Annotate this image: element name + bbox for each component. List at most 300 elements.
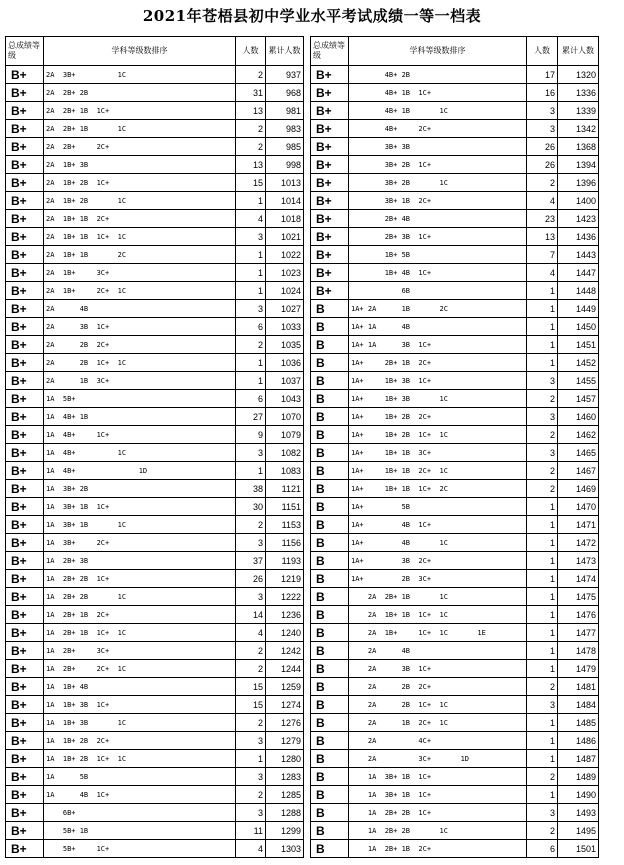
grade-cell: B+ [311,156,349,174]
sequence-cell: 2B+ 4B [349,210,527,228]
sequence-cell: 1A 1B+ 2B 2C+ [44,732,236,750]
sequence-cell: 1A 1B+ 3B 1C [44,714,236,732]
grade-cell: B+ [311,66,349,84]
grade-cell: B+ [6,354,44,372]
table-row [6,318,304,336]
sequence-cell: 1A+ 2B+ 1B 2C+ [349,354,527,372]
table-row [6,642,304,660]
sequence-cell: 1A 2B+ 2C+ 1C [44,660,236,678]
sequence-cell: 5B+ 1B [44,822,236,840]
count-cell: 23 [527,210,558,228]
sequence-cell: 2A 2B+ 1B 1C [44,120,236,138]
sequence-cell: 1A 3B+ 2C+ [44,534,236,552]
cumulative-cell: 1236 [266,606,304,624]
sequence-cell: 2A 2B 1C+ 1C [44,354,236,372]
grade-cell: B [311,840,349,858]
cumulative-cell: 1244 [266,660,304,678]
table-row [311,120,599,138]
count-cell: 3 [236,534,266,552]
table-row [311,570,599,588]
count-cell: 26 [236,570,266,588]
sequence-cell: 1A 2B+ 2B 1C [44,588,236,606]
cumulative-cell: 1276 [266,714,304,732]
cumulative-cell: 1240 [266,624,304,642]
cumulative-cell: 1489 [558,768,599,786]
sequence-cell: 1A+ 2A 1B 2C [349,300,527,318]
cumulative-cell: 1285 [266,786,304,804]
cumulative-cell: 1024 [266,282,304,300]
cumulative-cell: 1036 [266,354,304,372]
sequence-cell: 2A 2B 1C+ 1C [349,696,527,714]
cumulative-cell: 1478 [558,642,599,660]
count-cell: 1 [527,732,558,750]
cumulative-cell: 1462 [558,426,599,444]
table-row [311,642,599,660]
sequence-cell: 1A+ 1B+ 1B 2C+ 1C [349,462,527,480]
grade-cell: B [311,768,349,786]
grade-cell: B [311,804,349,822]
grade-cell: B+ [6,516,44,534]
cumulative-cell: 1283 [266,768,304,786]
grade-cell: B+ [6,750,44,768]
table-row [311,678,599,696]
table-row [311,318,599,336]
grade-cell: B [311,732,349,750]
results-table-right [310,36,599,858]
grade-cell: B+ [6,120,44,138]
table-row [6,228,304,246]
count-cell: 1 [527,588,558,606]
table-row [6,336,304,354]
grade-cell: B+ [6,714,44,732]
grade-cell: B+ [6,732,44,750]
grade-cell: B+ [6,804,44,822]
sequence-cell: 1B+ 5B [349,246,527,264]
sequence-cell: 2A 1B+ 1B 1C+ 1C [349,606,527,624]
cumulative-cell: 1022 [266,246,304,264]
count-cell: 37 [236,552,266,570]
grade-cell: B [311,300,349,318]
count-cell: 16 [527,84,558,102]
table-row [6,696,304,714]
sequence-cell: 1A+ 4B 1C [349,534,527,552]
table-row [6,138,304,156]
sequence-cell: 3B+ 1B 2C+ [349,192,527,210]
table-row [311,372,599,390]
sequence-cell: 2A 1B+ 1B 2C+ [44,210,236,228]
table-row [6,552,304,570]
cumulative-cell: 1487 [558,750,599,768]
count-cell: 2 [527,822,558,840]
cumulative-cell: 1493 [558,804,599,822]
sequence-cell: 2A 1B+ 2B 1C [44,192,236,210]
table-row [311,210,599,228]
grade-cell: B+ [6,696,44,714]
sequence-cell: 1A 1B+ 4B [44,678,236,696]
grade-cell: B+ [311,174,349,192]
cumulative-cell: 1014 [266,192,304,210]
cumulative-cell: 1477 [558,624,599,642]
count-cell: 2 [527,678,558,696]
table-row [6,660,304,678]
sequence-cell: 1A+ 2B 3C+ [349,570,527,588]
cumulative-cell: 1018 [266,210,304,228]
table-row [311,300,599,318]
grade-cell: B+ [311,246,349,264]
table-row [311,102,599,120]
cumulative-cell: 1452 [558,354,599,372]
grade-cell: B+ [311,228,349,246]
count-cell: 1 [236,264,266,282]
sequence-cell: 2B+ 3B 1C+ [349,228,527,246]
cumulative-cell: 1219 [266,570,304,588]
sequence-cell: 1A 2B+ 1B 1C+ 1C [44,624,236,642]
grade-cell: B [311,390,349,408]
table-row [311,444,599,462]
count-cell: 1 [527,516,558,534]
cumulative-cell: 1394 [558,156,599,174]
table-row [6,210,304,228]
results-table-left [5,36,304,858]
table-row [311,390,599,408]
table-row [311,138,599,156]
cumulative-cell: 1013 [266,174,304,192]
table-row [6,822,304,840]
table-row [6,516,304,534]
header-count: 人数 [527,37,558,66]
table-row [311,156,599,174]
count-cell: 1 [236,282,266,300]
count-cell: 31 [236,84,266,102]
sequence-cell: 1A 5B [44,768,236,786]
cumulative-cell: 1473 [558,552,599,570]
sequence-cell: 2A 3B 1C+ [349,660,527,678]
table-row [6,102,304,120]
cumulative-cell: 1457 [558,390,599,408]
cumulative-cell: 1121 [266,480,304,498]
table-row [311,534,599,552]
count-cell: 2 [236,66,266,84]
grade-cell: B+ [6,660,44,678]
table-row [311,768,599,786]
count-cell: 38 [236,480,266,498]
cumulative-cell: 983 [266,120,304,138]
cumulative-cell: 1033 [266,318,304,336]
count-cell: 2 [236,138,266,156]
sequence-cell: 1A+ 1A 4B [349,318,527,336]
sequence-cell: 1A 4B+ 1C+ [44,426,236,444]
grade-cell: B [311,516,349,534]
table-row [6,84,304,102]
grade-cell: B+ [311,192,349,210]
count-cell: 15 [236,174,266,192]
count-cell: 3 [527,120,558,138]
grade-cell: B+ [6,66,44,84]
grade-cell: B+ [311,84,349,102]
cumulative-cell: 1303 [266,840,304,858]
grade-cell: B+ [6,336,44,354]
cumulative-cell: 1242 [266,642,304,660]
table-row [311,732,599,750]
count-cell: 1 [527,714,558,732]
table-row [311,750,599,768]
count-cell: 1 [236,750,266,768]
count-cell: 1 [527,786,558,804]
sequence-cell: 2A 4B [44,300,236,318]
table-row [6,786,304,804]
header-cumulative: 累计人数 [558,37,599,66]
count-cell: 1 [527,660,558,678]
count-cell: 1 [527,498,558,516]
count-cell: 13 [527,228,558,246]
sequence-cell: 1A+ 1B+ 3B 1C [349,390,527,408]
grade-cell: B [311,696,349,714]
table-row [6,192,304,210]
grade-cell: B [311,750,349,768]
cumulative-cell: 985 [266,138,304,156]
sequence-cell: 2A 1B+ 2C+ 1C [44,282,236,300]
grade-cell: B [311,318,349,336]
grade-cell: B [311,642,349,660]
count-cell: 4 [236,840,266,858]
grade-cell: B [311,588,349,606]
sequence-cell: 2A 1B+ 1B 1C+ 1C [44,228,236,246]
grade-cell: B+ [311,138,349,156]
cumulative-cell: 1423 [558,210,599,228]
sequence-cell: 3B+ 2B 1C [349,174,527,192]
count-cell: 2 [527,768,558,786]
cumulative-cell: 1501 [558,840,599,858]
grade-cell: B [311,480,349,498]
cumulative-cell: 1476 [558,606,599,624]
header-cumulative: 累计人数 [266,37,304,66]
count-cell: 3 [236,444,266,462]
cumulative-cell: 1070 [266,408,304,426]
table-row [311,192,599,210]
table-row [6,480,304,498]
cumulative-cell: 1156 [266,534,304,552]
grade-cell: B+ [6,210,44,228]
sequence-cell: 1A 4B+ 1D [44,462,236,480]
sequence-cell: 1A 2B+ 2B 1C+ [44,570,236,588]
page-title: 2021年苍梧县初中学业水平考试成绩一等一档表 [142,7,482,25]
cumulative-cell: 981 [266,102,304,120]
count-cell: 6 [236,390,266,408]
table-row [311,66,599,84]
sequence-cell: 2A 1B 2C+ 1C [349,714,527,732]
cumulative-cell: 1021 [266,228,304,246]
count-cell: 15 [236,678,266,696]
cumulative-cell: 1400 [558,192,599,210]
grade-cell: B+ [6,102,44,120]
cumulative-cell: 1436 [558,228,599,246]
cumulative-cell: 1460 [558,408,599,426]
count-cell: 2 [527,480,558,498]
table-row [311,408,599,426]
sequence-cell: 1A 5B+ [44,390,236,408]
count-cell: 4 [527,264,558,282]
sequence-cell: 2A 2B+ 1B 1C+ [44,102,236,120]
count-cell: 1 [527,750,558,768]
grade-cell: B+ [6,462,44,480]
header-count: 人数 [236,37,266,66]
sequence-cell: 2A 1B+ 1C+ 1C 1E [349,624,527,642]
cumulative-cell: 1451 [558,336,599,354]
sequence-cell: 2A 4B [349,642,527,660]
sequence-cell: 1A 3B+ 2B [44,480,236,498]
sequence-cell: 2A 1B+ 3C+ [44,264,236,282]
grade-cell: B+ [6,480,44,498]
sequence-cell: 4B+ 2C+ [349,120,527,138]
table-row [311,246,599,264]
table-row [6,606,304,624]
sequence-cell: 4B+ 2B [349,66,527,84]
cumulative-cell: 1490 [558,786,599,804]
header-sequence: 学科等级数排序 [44,37,236,66]
table-row [6,264,304,282]
count-cell: 1 [527,282,558,300]
count-cell: 26 [527,156,558,174]
sequence-cell: 1A+ 1A 3B 1C+ [349,336,527,354]
grade-cell: B+ [6,192,44,210]
sequence-cell: 1A 3B+ 1B 1C+ [349,786,527,804]
cumulative-cell: 937 [266,66,304,84]
table-row [6,840,304,858]
table-row [311,786,599,804]
sequence-cell: 2A 2B+ 2C+ [44,138,236,156]
table-row [311,228,599,246]
grade-cell: B+ [6,786,44,804]
count-cell: 27 [236,408,266,426]
table-row [311,84,599,102]
table-row [6,444,304,462]
count-cell: 15 [236,696,266,714]
sequence-cell: 2A 2B 2C+ [349,678,527,696]
cumulative-cell: 1079 [266,426,304,444]
cumulative-cell: 1299 [266,822,304,840]
grade-cell: B [311,786,349,804]
sequence-cell: 2A 1B 3C+ [44,372,236,390]
sequence-cell: 1A 3B+ 1B 1C [44,516,236,534]
cumulative-cell: 1222 [266,588,304,606]
cumulative-cell: 1481 [558,678,599,696]
header-row [311,37,599,66]
cumulative-cell: 1339 [558,102,599,120]
table-row [311,714,599,732]
count-cell: 2 [236,786,266,804]
sequence-cell: 1A+ 1B+ 1B 1C+ 2C [349,480,527,498]
sequence-cell: 1A+ 3B 2C+ [349,552,527,570]
count-cell: 1 [527,570,558,588]
count-cell: 7 [527,246,558,264]
grade-cell: B+ [6,678,44,696]
sequence-cell: 1A 2B+ 1B 2C+ [44,606,236,624]
cumulative-cell: 1027 [266,300,304,318]
grade-cell: B+ [6,408,44,426]
count-cell: 2 [527,462,558,480]
table-row [6,678,304,696]
sequence-cell: 4B+ 1B 1C+ [349,84,527,102]
grade-cell: B [311,624,349,642]
grade-cell: B+ [6,570,44,588]
grade-cell: B [311,678,349,696]
grade-cell: B+ [6,822,44,840]
table-row [6,570,304,588]
grade-cell: B [311,534,349,552]
header-grade: 总成绩等级 [311,37,349,66]
cumulative-cell: 1486 [558,732,599,750]
count-cell: 1 [236,354,266,372]
table-row [6,804,304,822]
sequence-cell: 2A 2B+ 1B 1C [349,588,527,606]
count-cell: 1 [527,642,558,660]
count-cell: 2 [236,120,266,138]
cumulative-cell: 1471 [558,516,599,534]
sequence-cell: 2A 1B+ 1B 2C [44,246,236,264]
grade-cell: B [311,714,349,732]
cumulative-cell: 1153 [266,516,304,534]
table-body [6,66,304,858]
count-cell: 3 [527,372,558,390]
grade-cell: B+ [6,426,44,444]
table-row [6,390,304,408]
cumulative-cell: 1151 [266,498,304,516]
cumulative-cell: 1470 [558,498,599,516]
table-row [311,606,599,624]
table-row [311,552,599,570]
cumulative-cell: 968 [266,84,304,102]
count-cell: 2 [527,174,558,192]
header-row [6,37,304,66]
table-row [6,372,304,390]
grade-cell: B [311,336,349,354]
grade-cell: B+ [6,642,44,660]
sequence-cell: 2A 1B+ 2B 1C+ [44,174,236,192]
count-cell: 1 [236,462,266,480]
cumulative-cell: 1368 [558,138,599,156]
grade-cell: B [311,606,349,624]
cumulative-cell: 1475 [558,588,599,606]
count-cell: 4 [236,624,266,642]
sequence-cell: 2A 3C+ 1D [349,750,527,768]
table-row [6,534,304,552]
table-row [6,426,304,444]
sequence-cell: 1A 4B+ 1C [44,444,236,462]
cumulative-cell: 1472 [558,534,599,552]
sequence-cell: 1A 4B+ 1B [44,408,236,426]
grade-cell: B [311,498,349,516]
sequence-cell: 1A 2B+ 3C+ [44,642,236,660]
grade-cell: B+ [6,228,44,246]
sequence-cell: 6B+ [44,804,236,822]
count-cell: 2 [236,642,266,660]
count-cell: 3 [527,696,558,714]
sequence-cell: 1B+ 4B 1C+ [349,264,527,282]
count-cell: 13 [236,156,266,174]
grade-cell: B [311,660,349,678]
table-row [311,174,599,192]
count-cell: 2 [527,390,558,408]
sequence-cell: 2A 3B+ 1C [44,66,236,84]
grade-cell: B+ [6,624,44,642]
grade-cell: B [311,462,349,480]
count-cell: 2 [527,426,558,444]
grade-cell: B+ [6,840,44,858]
table-row [6,750,304,768]
grade-cell: B+ [6,768,44,786]
count-cell: 2 [236,336,266,354]
grade-cell: B [311,372,349,390]
